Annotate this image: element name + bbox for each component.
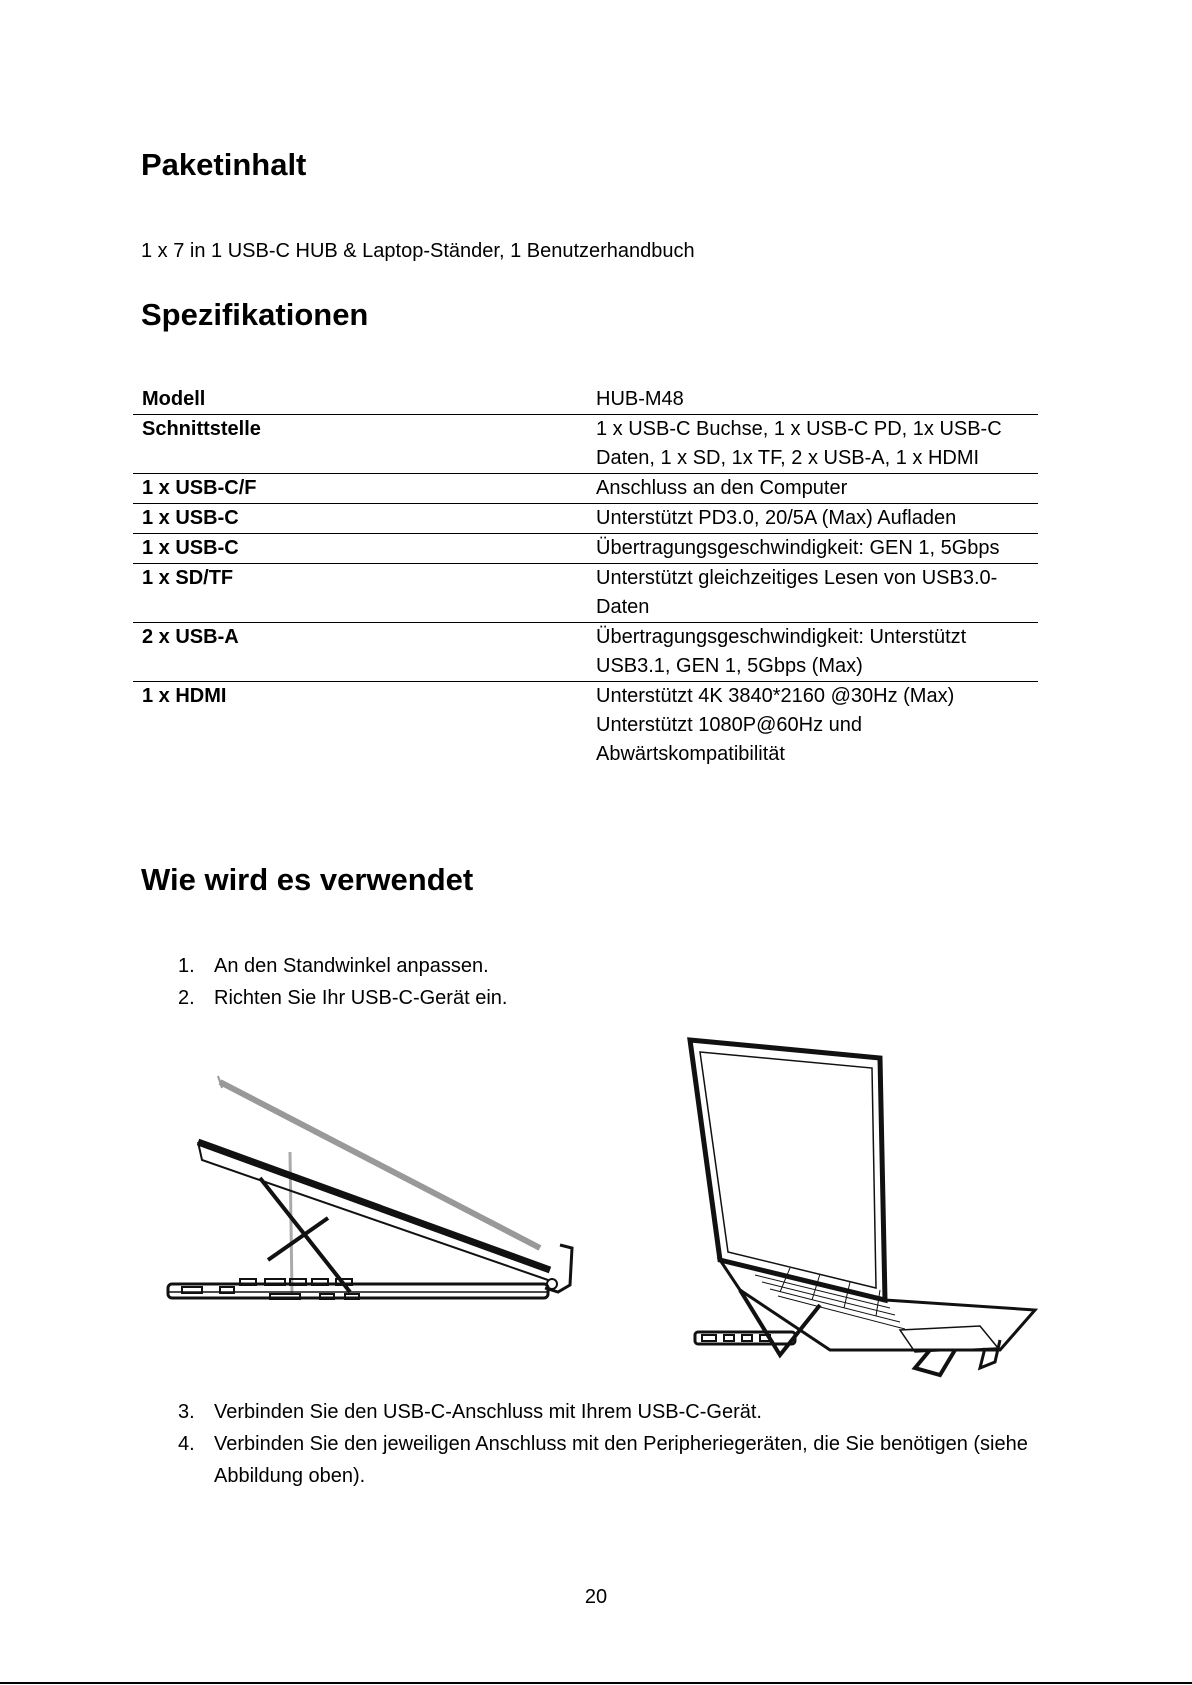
spec-value: 1 x USB-C Buchse, 1 x USB-C PD, 1x USB-C Daten, 1 x SD, 1x TF, 2 x USB-A, 1 x HDMI bbox=[587, 415, 1038, 474]
usage-heading: Wie wird es verwendet bbox=[141, 862, 474, 897]
spec-key: Modell bbox=[133, 385, 587, 415]
spec-row bbox=[133, 623, 1038, 682]
spec-row bbox=[133, 474, 1038, 504]
step-text: An den Standwinkel anpassen. bbox=[214, 955, 489, 977]
laptop-on-stand-icon bbox=[680, 1030, 1050, 1380]
step-number: 3. bbox=[178, 1401, 195, 1423]
spec-key: Schnittstelle bbox=[133, 415, 587, 474]
list-item bbox=[170, 1428, 1064, 1492]
spec-key: 1 x USB-C/F bbox=[133, 474, 587, 504]
page-number: 20 bbox=[584, 1586, 608, 1608]
list-item bbox=[170, 1396, 1064, 1428]
spec-value: Übertragungsgeschwindigkeit: GEN 1, 5Gbps bbox=[587, 534, 1038, 564]
spec-key: 1 x SD/TF bbox=[133, 564, 587, 623]
spec-row bbox=[133, 385, 1038, 415]
spec-value: Unterstützt PD3.0, 20/5A (Max) Aufladen bbox=[587, 504, 1038, 534]
step-text: Verbinden Sie den jeweiligen Anschluss mit den Peripheriegeräten, die Sie benötigen (siehe Abbildung oben). bbox=[214, 1433, 1028, 1487]
spec-value: Unterstützt 4K 3840*2160 @30Hz (Max) Unterstützt 1080P@60Hz und Abwärtskompatibilität bbox=[596, 685, 955, 765]
spec-row bbox=[133, 564, 1038, 623]
spec-value: Anschluss an den Computer bbox=[587, 474, 1038, 504]
spec-row bbox=[133, 682, 1038, 770]
step-text: Verbinden Sie den USB-C-Anschluss mit Ihrem USB-C-Gerät. bbox=[214, 1401, 762, 1423]
package-heading: Paketinhalt bbox=[141, 147, 307, 182]
steps-list-bottom bbox=[170, 1396, 1064, 1492]
spec-value: Übertragungsgeschwindigkeit: Unterstützt USB3.1, GEN 1, 5Gbps (Max) bbox=[587, 623, 1038, 682]
step-text: Richten Sie Ihr USB-C-Gerät ein. bbox=[214, 987, 508, 1009]
spec-row bbox=[133, 415, 1038, 474]
spec-key: 2 x USB-A bbox=[133, 623, 587, 682]
spec-row bbox=[133, 534, 1038, 564]
page-bottom-rule bbox=[0, 1682, 1192, 1684]
spec-row bbox=[133, 504, 1038, 534]
step-number: 2. bbox=[178, 987, 195, 1009]
spec-heading: Spezifikationen bbox=[141, 297, 369, 332]
spec-key: 1 x USB-C bbox=[133, 534, 587, 564]
list-item bbox=[170, 982, 1064, 1014]
step-number: 1. bbox=[178, 955, 195, 977]
spec-key: 1 x USB-C bbox=[133, 504, 587, 534]
list-item bbox=[170, 950, 1064, 982]
package-text: 1 x 7 in 1 USB-C HUB & Laptop-Ständer, 1 Benutzerhandbuch bbox=[141, 240, 695, 262]
spec-key: 1 x HDMI bbox=[142, 685, 227, 707]
steps-list-top bbox=[170, 950, 1064, 1014]
spec-value: HUB-M48 bbox=[587, 385, 1038, 415]
spec-value: Unterstützt gleichzeitiges Lesen von USB3.0-Daten bbox=[587, 564, 1038, 623]
step-number: 4. bbox=[178, 1433, 195, 1455]
stand-side-view-icon bbox=[160, 1070, 590, 1310]
spec-table bbox=[133, 385, 1038, 769]
